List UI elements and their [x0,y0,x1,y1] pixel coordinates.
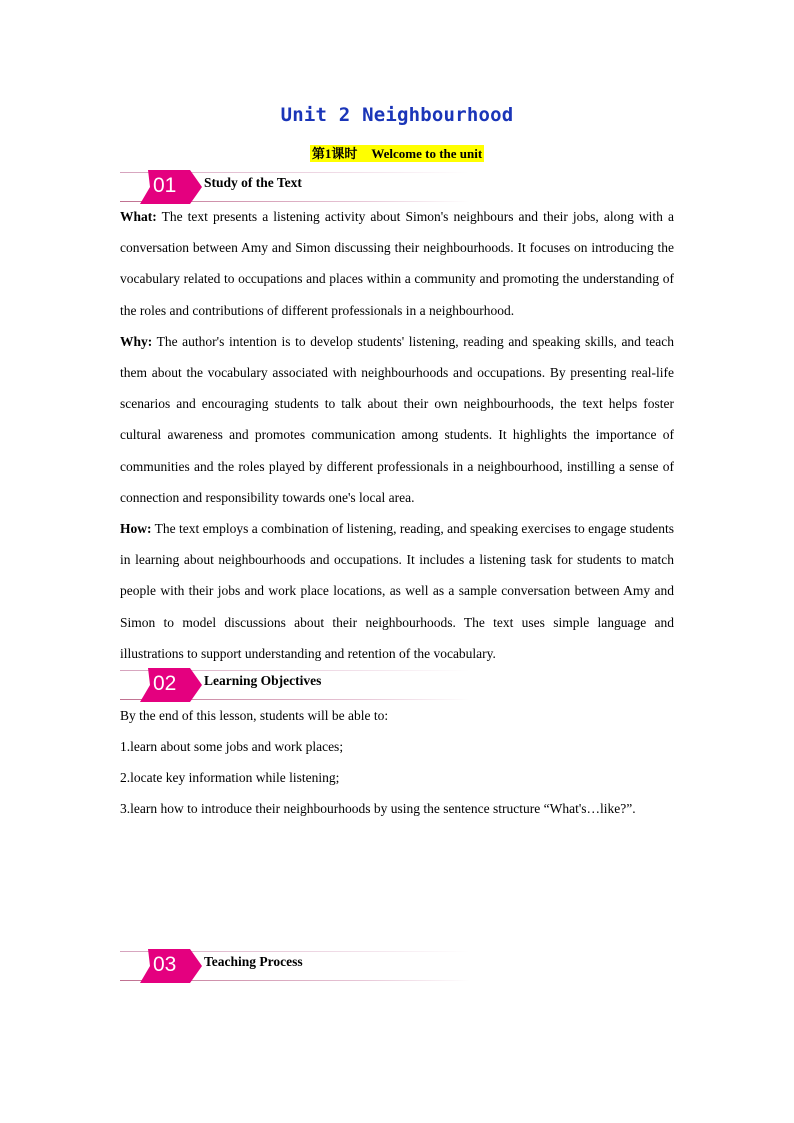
section-number: 02 [153,672,177,695]
section-header-study [120,170,470,204]
lesson-highlight [310,145,484,162]
unit-title: Unit 2 Neighbourhood [280,104,514,126]
objective-item: 3.learn how to introduce their neighbourhoods by using the sentence structure “What's…like?”. [120,801,636,816]
lesson-number-cn: 第1课时 [311,146,358,161]
section-header-objectives [120,668,470,702]
what-paragraph [120,201,674,326]
section-number: 03 [153,953,177,976]
lesson-heading [0,143,794,163]
study-of-text-body [120,201,674,669]
section-header-process [120,949,470,983]
why-text: The author's intention is to develop students' listening, reading and speaking skills, and teach them about the vocabulary associated with neighbourhoods and occupations. By presenting real-life scenarios and encouraging students to talk about their own neighbourhoods, the text helps foster cultural awareness and promotes communication among students. It highlights the importance of communities and the roles played by different professionals in a neighbourhood, instilling a sense of connection and responsibility towards one's local area. [120,333,674,505]
objectives-intro: By the end of this lesson, students will be able to: [120,708,389,723]
how-label: How: [120,521,152,537]
objectives-body [120,700,674,824]
why-paragraph [120,326,674,513]
why-label: Why: [120,333,153,349]
section-title: Learning Objectives [204,673,322,688]
section-title: Study of the Text [204,175,302,190]
how-paragraph [120,513,674,669]
lesson-title-en: Welcome to the unit [371,146,483,161]
what-text: The text presents a listening activity about Simon's neighbours and their jobs, along with a conversation between Amy and Simon discussing their neighbourhoods. It focuses on introducing the vocabulary related to occupations and places within a community and promoting the understanding of the roles and contributions of different professionals in a neighbourhood. [120,209,674,318]
section-title: Teaching Process [204,954,303,969]
objective-item: 2.locate key information while listening; [120,770,340,785]
what-label: What: [120,209,157,224]
section-number: 01 [153,174,177,197]
objective-item: 1.learn about some jobs and work places; [120,739,344,754]
how-text: The text employs a combination of listening, reading, and speaking exercises to engage students in learning about neighbourhoods and occupations. It includes a listening task for students to match people with their jobs and work place locations, as well as a sample conversation between Amy and Simon to model discussions about their neighbourhoods. The text uses simple language and illustrations to support understanding and retention of the vocabulary. [120,521,674,661]
